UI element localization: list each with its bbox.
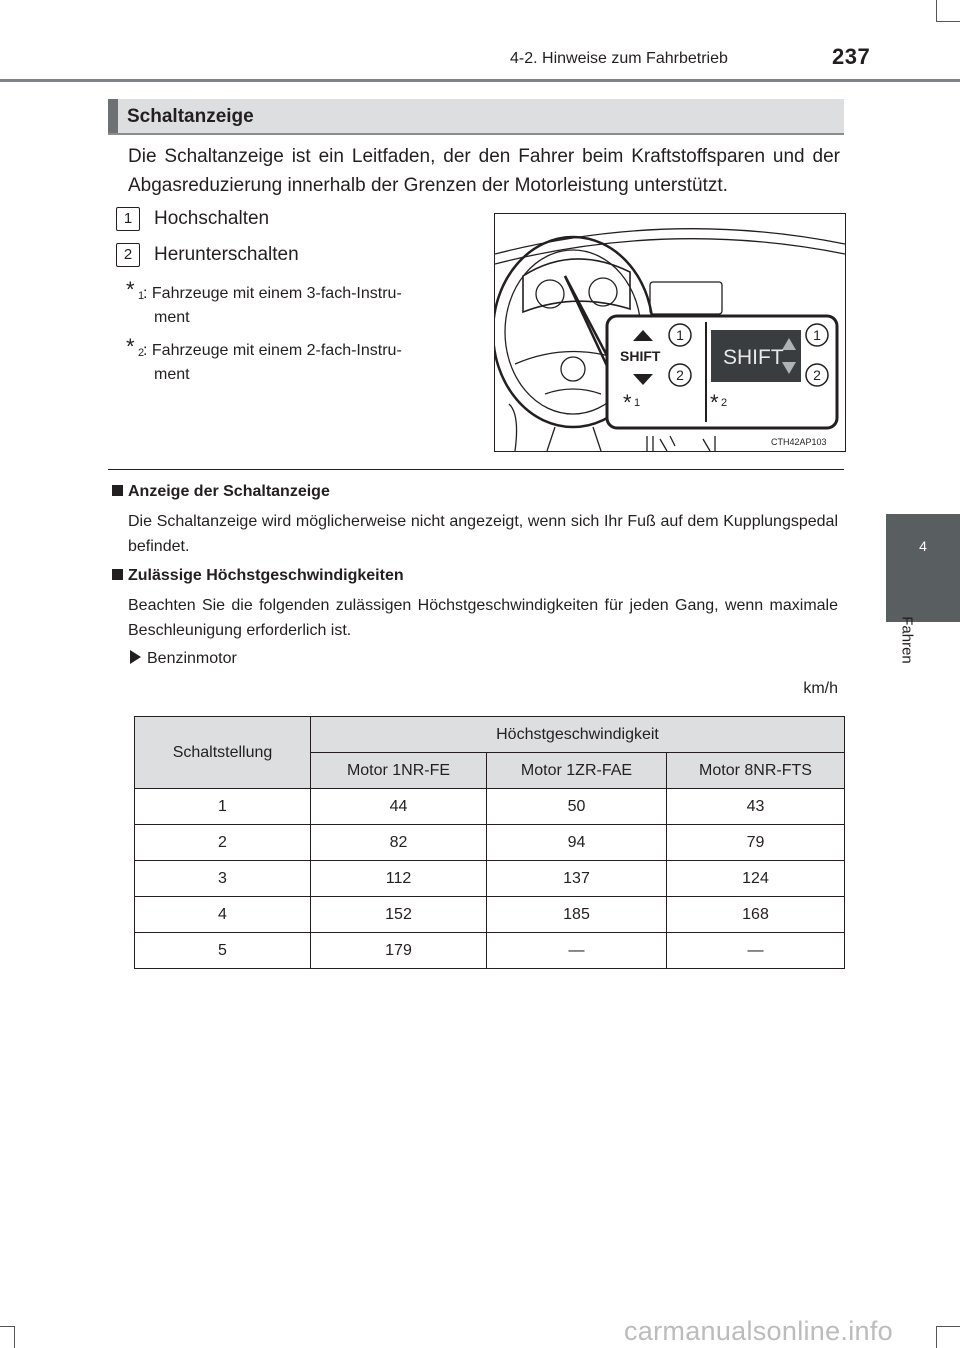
callout-1-left: 1 xyxy=(676,327,684,343)
shift-label-3-meter: SHIFT xyxy=(620,348,661,364)
heading-accent-bar xyxy=(108,99,118,133)
intro-paragraph: Die Schaltanzeige ist ein Leitfaden, der den Fahrer beim Kraftstoffsparen und der Abgasreduzierung innerhalb der Grenzen der Motorleistung unterstützt. xyxy=(128,146,840,196)
table-row xyxy=(135,825,845,861)
table-cell: 2 xyxy=(135,825,311,861)
table-row xyxy=(135,933,845,969)
note-heading-max-speed xyxy=(112,567,404,585)
header-rule xyxy=(0,79,960,82)
callout-2-right: 2 xyxy=(813,367,821,383)
engine-type-label xyxy=(130,650,237,668)
dashboard-drawing xyxy=(495,214,845,451)
footnote-sub: 2 xyxy=(138,347,145,359)
figure-code: CTH42AP103 xyxy=(771,437,827,447)
note-text-max-speed: Beachten Sie die folgenden zulässigen Höchstgeschwindigkeiten für jeden Gang, wenn maximale Beschleunigung erforderlich ist. xyxy=(128,597,838,639)
table-header-engine: Motor 1ZR-FAE xyxy=(487,753,667,789)
star-mark-2: * xyxy=(710,390,719,415)
star-mark-1: * xyxy=(623,390,632,415)
table-cell: 124 xyxy=(667,861,845,897)
table-cell: 4 xyxy=(135,897,311,933)
note-heading-display xyxy=(112,483,330,501)
bullet-square-icon xyxy=(112,569,123,580)
unit-label: km/h xyxy=(803,680,838,697)
crop-mark xyxy=(936,1326,937,1348)
table-header-engine: Motor 1NR-FE xyxy=(311,753,487,789)
section-heading xyxy=(108,99,844,135)
crop-mark xyxy=(936,1326,960,1327)
footnote-text: : Fahrzeuge mit einem 2-fach-Instru- xyxy=(143,342,402,359)
watermark: carmanualsonline.info xyxy=(624,1316,893,1346)
triangle-bullet-icon xyxy=(130,650,141,664)
footnote-star: * xyxy=(126,334,135,359)
footnote-1 xyxy=(126,277,476,332)
crop-mark xyxy=(14,1326,15,1348)
table-cell: 5 xyxy=(135,933,311,969)
table-cell: 82 xyxy=(311,825,487,861)
table-cell: — xyxy=(487,933,667,969)
legend-item-upshift xyxy=(116,207,269,231)
footnote-text-cont: ment xyxy=(154,366,190,383)
chapter-label-wrap xyxy=(892,610,922,670)
crop-mark xyxy=(936,0,937,22)
table-cell: 152 xyxy=(311,897,487,933)
legend-label: Herunterschalten xyxy=(154,244,299,266)
crop-mark xyxy=(0,1326,15,1327)
table-cell: 79 xyxy=(667,825,845,861)
page-number: 237 xyxy=(832,44,871,69)
section-title: Schaltanzeige xyxy=(127,106,254,127)
bullet-square-icon xyxy=(112,485,123,496)
table-header-row xyxy=(135,717,845,753)
table-header-gear: Schaltstellung xyxy=(135,717,311,789)
table-cell: 179 xyxy=(311,933,487,969)
table-cell: 185 xyxy=(487,897,667,933)
shift-indicator-illustration xyxy=(494,213,846,452)
table-cell: 1 xyxy=(135,789,311,825)
note-title: Anzeige der Schaltanzeige xyxy=(128,483,330,500)
footnote-text: : Fahrzeuge mit einem 3-fach-Instru- xyxy=(143,285,402,302)
legend-label: Hochschalten xyxy=(154,208,270,230)
callout-1-right: 1 xyxy=(813,327,821,343)
table-cell: 94 xyxy=(487,825,667,861)
table-cell: 112 xyxy=(311,861,487,897)
table-header-group: Höchstgeschwindigkeit xyxy=(311,717,845,753)
footnote-star: * xyxy=(126,277,135,302)
crop-mark xyxy=(936,21,960,22)
chapter-number: 4 xyxy=(919,538,927,554)
note-title: Zulässige Höchstgeschwindigkeiten xyxy=(128,567,404,584)
table-cell: 168 xyxy=(667,897,845,933)
star-sub-1: 1 xyxy=(634,397,641,409)
note-text-display: Die Schaltanzeige wird möglicherweise nicht angezeigt, wenn sich Ihr Fuß auf dem Kupplungspedal befindet. xyxy=(128,513,838,555)
table-cell: 44 xyxy=(311,789,487,825)
engine-type-text: Benzinmotor xyxy=(147,650,237,667)
chapter-tab xyxy=(886,514,960,622)
star-sub-2: 2 xyxy=(721,397,728,409)
callout-2-left: 2 xyxy=(676,367,684,383)
table-row xyxy=(135,789,845,825)
callout-number: 2 xyxy=(116,243,140,267)
shift-label-2-meter: SHIFT xyxy=(723,346,784,369)
table-row xyxy=(135,897,845,933)
running-header: 4-2. Hinweise zum Fahrbetrieb xyxy=(510,50,728,67)
callout-number: 1 xyxy=(116,207,140,231)
footnote-sub: 1 xyxy=(138,290,145,302)
chapter-label: Fahren xyxy=(898,616,916,664)
legend-item-downshift xyxy=(116,243,299,267)
table-cell: 50 xyxy=(487,789,667,825)
table-cell: 137 xyxy=(487,861,667,897)
table-row xyxy=(135,861,845,897)
section-divider xyxy=(108,469,844,470)
table-cell: — xyxy=(667,933,845,969)
footnote-text-cont: ment xyxy=(154,309,190,326)
footnote-2 xyxy=(126,334,476,389)
table-header-engine: Motor 8NR-FTS xyxy=(667,753,845,789)
table-cell: 3 xyxy=(135,861,311,897)
max-speed-table xyxy=(134,716,845,969)
table-cell: 43 xyxy=(667,789,845,825)
